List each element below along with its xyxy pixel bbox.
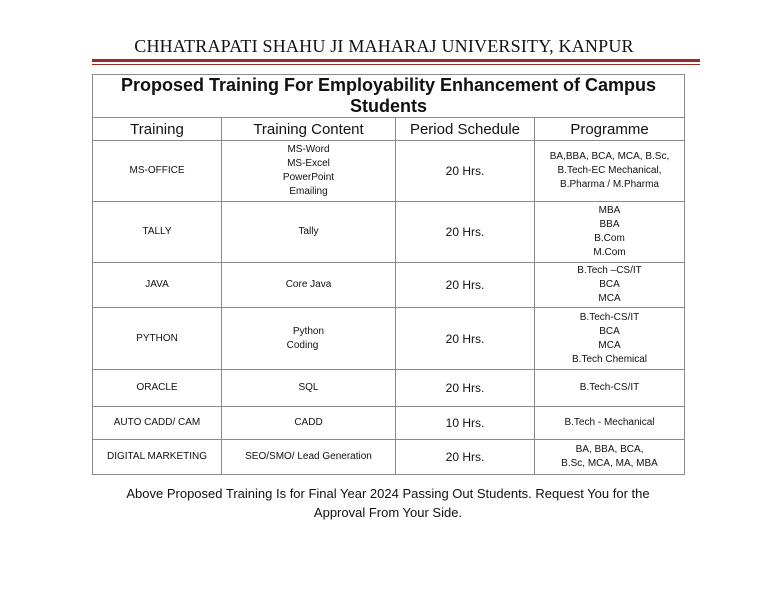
programme-line: BCA <box>599 279 620 290</box>
programme-line: B.Tech-EC Mechanical, <box>557 165 662 176</box>
content-cell <box>222 202 396 263</box>
content-cell <box>222 370 396 407</box>
footer-line: Approval From Your Side. <box>313 505 463 520</box>
content-line: SEO/SMO/ Lead Generation <box>245 451 372 462</box>
programme-line: B.Pharma / M.Pharma <box>560 179 659 190</box>
programme-line: MCA <box>598 339 621 351</box>
programme-line: BA, BBA, BCA, <box>575 444 644 455</box>
content-line: CADD <box>294 417 323 428</box>
programme-cell <box>535 308 685 370</box>
header-programme: Programme <box>535 118 685 141</box>
programme-line: MCA <box>598 293 621 304</box>
content-cell <box>222 141 396 202</box>
university-title: CHHATRAPATI SHAHU JI MAHARAJ UNIVERSITY, KANPUR <box>134 36 634 56</box>
content-line: SQL <box>298 382 319 393</box>
period-cell: 20 Hrs. <box>396 202 535 263</box>
period-cell: 10 Hrs. <box>396 407 535 440</box>
content-line: Tally <box>298 226 319 237</box>
table-row <box>93 407 685 440</box>
header-rule-thick <box>92 59 700 62</box>
content-cell <box>222 407 396 440</box>
programme-cell <box>535 370 685 407</box>
footer-note <box>92 484 684 522</box>
programme-line: B.Tech - Mechanical <box>564 417 655 428</box>
training-cell: AUTO CADD/ CAM <box>93 407 222 440</box>
programme-line: B.Sc, MCA, MA, MBA <box>561 458 658 469</box>
period-cell: 20 Hrs. <box>396 141 535 202</box>
table-title: Proposed Training For Employability Enhancement of Campus Students <box>93 75 685 118</box>
training-cell: DIGITAL MARKETING <box>93 440 222 475</box>
content-line: MS-Excel <box>287 158 330 169</box>
programme-line: BA,BBA, BCA, MCA, B.Sc, <box>549 151 670 162</box>
programme-cell <box>535 141 685 202</box>
programme-line: B.Com <box>594 233 625 244</box>
content-cell <box>222 440 396 475</box>
table-row <box>93 202 685 263</box>
period-cell: 20 Hrs. <box>396 263 535 308</box>
table-row <box>93 263 685 308</box>
table-row <box>93 440 685 475</box>
programme-line: BBA <box>599 219 620 230</box>
training-cell: ORACLE <box>93 370 222 407</box>
content-line: Coding <box>286 339 319 351</box>
content-line: Python <box>292 325 325 337</box>
training-cell: PYTHON <box>93 308 222 370</box>
programme-line: B.Tech-CS/IT <box>579 311 640 323</box>
header-rule-thin <box>92 64 700 65</box>
programme-cell <box>535 263 685 308</box>
period-cell: 20 Hrs. <box>396 370 535 407</box>
content-line: Core Java <box>285 279 332 290</box>
content-line: MS-Word <box>287 144 330 155</box>
content-cell <box>222 308 396 370</box>
programme-line: B.Tech-CS/IT <box>579 382 640 393</box>
content-cell <box>222 263 396 308</box>
content-line: PowerPoint <box>282 172 335 183</box>
header-training-content: Training Content <box>222 118 396 141</box>
programme-cell <box>535 440 685 475</box>
training-cell: JAVA <box>93 263 222 308</box>
footer-line: Above Proposed Training Is for Final Year 2024 Passing Out Students. Request You for the <box>126 486 650 501</box>
header-training: Training <box>93 118 222 141</box>
table-row <box>93 370 685 407</box>
programme-cell <box>535 202 685 263</box>
table-row <box>93 141 685 202</box>
programme-cell <box>535 407 685 440</box>
header-period-schedule: Period Schedule <box>396 118 535 141</box>
programme-line: MBA <box>598 205 621 216</box>
period-cell: 20 Hrs. <box>396 440 535 475</box>
training-cell: TALLY <box>93 202 222 263</box>
training-cell: MS-OFFICE <box>93 141 222 202</box>
content-line: Emailing <box>289 186 328 197</box>
training-table <box>92 74 685 475</box>
programme-line: B.Tech Chemical <box>572 353 648 365</box>
programme-line: M.Com <box>593 247 626 258</box>
table-row <box>93 308 685 370</box>
programme-line: BCA <box>599 325 620 337</box>
period-cell: 20 Hrs. <box>396 308 535 370</box>
programme-line: B.Tech –CS/IT <box>577 265 642 276</box>
